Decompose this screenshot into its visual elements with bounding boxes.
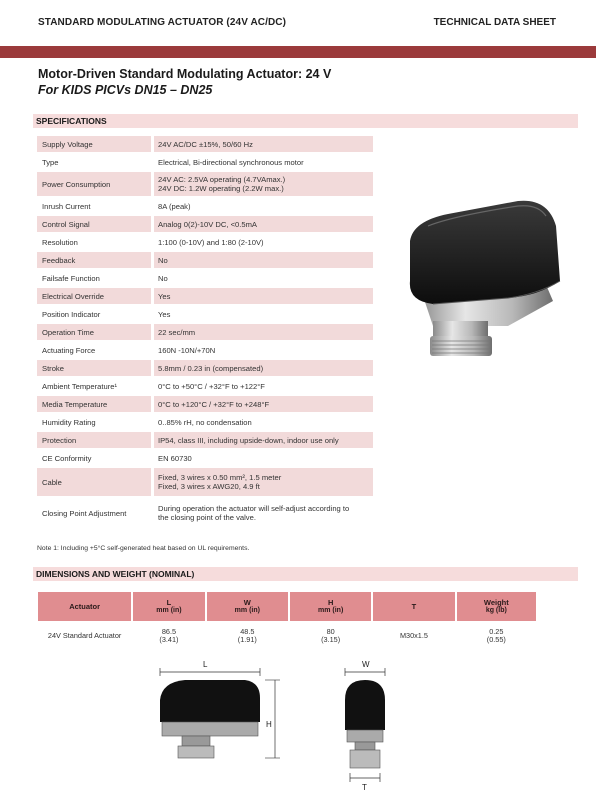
spec-label: Resolution (37, 234, 151, 250)
spec-label: Humidity Rating (37, 414, 151, 430)
specifications-heading-bar (33, 114, 578, 128)
spec-value: 0°C to +50°C / +32°F to +122°F (154, 378, 373, 394)
spec-label: Closing Point Adjustment (37, 498, 151, 528)
spec-row (37, 154, 373, 170)
spec-row (37, 432, 373, 448)
spec-row (37, 360, 373, 376)
spec-row (37, 378, 373, 394)
spec-row (37, 136, 373, 152)
dimension-drawings (140, 660, 440, 795)
header-product-title: STANDARD MODULATING ACTUATOR (24V AC/DC) (38, 17, 287, 28)
spec-label: Electrical Override (37, 288, 151, 304)
spec-value: No (154, 270, 373, 286)
spec-value: 24V AC/DC ±15%, 50/60 Hz (154, 136, 373, 152)
spec-value: No (154, 252, 373, 268)
spec-row (37, 198, 373, 214)
spec-label: Feedback (37, 252, 151, 268)
spec-label: Position Indicator (37, 306, 151, 322)
spec-value: 24V AC: 2.5VA operating (4.7VAmax.) 24V DC: 1.2W operating (2.2W max.) (154, 172, 373, 196)
spec-row (37, 468, 373, 496)
specifications-heading: SPECIFICATIONS (36, 116, 107, 126)
spec-value: 0..85% rH, no condensation (154, 414, 373, 430)
dimensions-heading: DIMENSIONS AND WEIGHT (NOMINAL) (36, 569, 195, 579)
spec-row (37, 396, 373, 412)
dimensions-table (38, 592, 538, 649)
spec-label: Stroke (37, 360, 151, 376)
spec-value: 0°C to +120°C / +32°F to +248°F (154, 396, 373, 412)
cell-width: 48.5 (1.91) (237, 627, 257, 644)
page-header (0, 0, 596, 46)
column-header: Weight kg (lb) (457, 592, 536, 621)
spec-label: Control Signal (37, 216, 151, 232)
spec-value: Yes (154, 288, 373, 304)
spec-row (37, 216, 373, 232)
dimensions-table-header (38, 592, 538, 621)
column-header: W mm (in) (207, 592, 288, 621)
spec-row (37, 342, 373, 358)
footnote: Note 1: Including +5°C self-generated heat based on UL requirements. (37, 545, 250, 552)
accent-bar (0, 46, 596, 58)
spec-label: Type (37, 154, 151, 170)
spec-row (37, 306, 373, 322)
cell-actuator: 24V Standard Actuator (47, 631, 122, 641)
spec-row (37, 414, 373, 430)
spec-value: 8A (peak) (154, 198, 373, 214)
spec-label: Cable (37, 468, 151, 496)
spec-row (37, 498, 373, 528)
spec-value: Yes (154, 306, 373, 322)
spec-value: IP54, class III, including upside-down, indoor use only (154, 432, 373, 448)
label-L: L (203, 660, 208, 669)
spec-value: 22 sec/mm (154, 324, 373, 340)
cell-weight: 0.25 (0.55) (486, 627, 506, 644)
label-H: H (266, 720, 272, 729)
front-view-drawing (345, 668, 385, 782)
spec-row (37, 172, 373, 196)
spec-value: During operation the actuator will self-adjust according to the closing point of the valve. (154, 498, 373, 528)
dimensions-heading-bar (33, 567, 578, 581)
header-doc-type: TECHNICAL DATA SHEET (433, 17, 556, 28)
spec-label: Supply Voltage (37, 136, 151, 152)
label-W: W (362, 660, 370, 669)
column-header: T (373, 592, 454, 621)
spec-value: EN 60730 (154, 450, 373, 466)
spec-label: Inrush Current (37, 198, 151, 214)
spec-value: Fixed, 3 wires x 0.50 mm², 1.5 meter Fixed, 3 wires x AWG20, 4.9 ft (154, 468, 373, 496)
spec-value: 5.8mm / 0.23 in (compensated) (154, 360, 373, 376)
spec-label: Operation Time (37, 324, 151, 340)
spec-value: Electrical, Bi-directional synchronous motor (154, 154, 373, 170)
document-subtitle: For KIDS PICVs DN15 – DN25 (38, 83, 213, 97)
column-header: Actuator (38, 592, 131, 621)
spec-label: Power Consumption (37, 172, 151, 196)
dimensions-table-row (38, 623, 538, 649)
cell-thread: M30x1.5 (399, 631, 428, 641)
label-T: T (362, 783, 367, 792)
side-view-drawing (160, 668, 280, 758)
spec-row (37, 252, 373, 268)
spec-row (37, 234, 373, 250)
document-title: Motor-Driven Standard Modulating Actuator: 24 V (38, 67, 332, 81)
spec-value: 160N -10N/+70N (154, 342, 373, 358)
cell-height: 80 (3.15) (321, 627, 341, 644)
spec-row (37, 324, 373, 340)
column-header: L mm (in) (133, 592, 204, 621)
spec-label: Media Temperature (37, 396, 151, 412)
spec-value: 1:100 (0-10V) and 1:80 (2-10V) (154, 234, 373, 250)
spec-label: Failsafe Function (37, 270, 151, 286)
spec-row (37, 288, 373, 304)
column-header: H mm (in) (290, 592, 371, 621)
cell-length: 86.5 (3.41) (159, 627, 179, 644)
specifications-table (37, 136, 373, 530)
spec-label: Protection (37, 432, 151, 448)
spec-value: Analog 0(2)-10V DC, <0.5mA (154, 216, 373, 232)
spec-row (37, 270, 373, 286)
spec-row (37, 450, 373, 466)
spec-label: Ambient Temperature¹ (37, 378, 151, 394)
spec-label: Actuating Force (37, 342, 151, 358)
actuator-product-image (388, 186, 568, 376)
spec-label: CE Conformity (37, 450, 151, 466)
